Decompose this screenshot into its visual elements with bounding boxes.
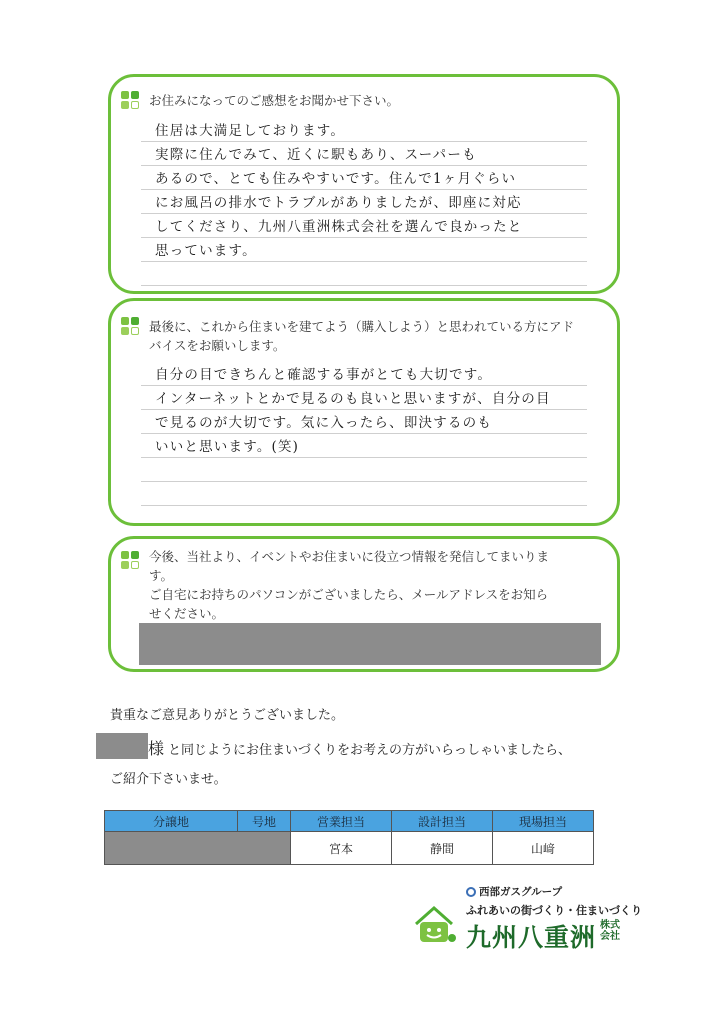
advice-answer — [155, 363, 593, 459]
answer-line: 思っています。 — [155, 243, 257, 259]
answer-line: インターネットとかで見るのも良いと思いますが、自分の目 — [155, 391, 551, 407]
clover-bullet-icon — [121, 551, 141, 571]
sales-staff: 宮本 — [291, 832, 392, 865]
answer-line: で見るのが大切です。気に入ったら、即決するのも — [155, 415, 493, 431]
header-design: 設計担当 — [392, 811, 493, 832]
staff-table — [104, 810, 594, 865]
design-staff: 静間 — [392, 832, 493, 865]
tagline: ふれあいの街づくり・住まいづくり — [466, 904, 642, 917]
impression-answer — [155, 119, 593, 263]
header-site: 現場担当 — [493, 811, 594, 832]
answer-line: 実際に住んでみて、近くに駅もあり、スーパーも — [155, 147, 477, 163]
email-redaction — [139, 623, 601, 665]
group-name: 西部ガスグループ — [466, 884, 562, 899]
company-logo — [412, 884, 642, 952]
referral-line — [96, 733, 676, 759]
email-panel — [108, 536, 620, 672]
brand-name: 九州八重洲 — [466, 923, 597, 952]
answer-line: 住居は大満足しております。 — [155, 123, 346, 139]
clover-bullet-icon — [121, 91, 141, 111]
advice-question: 最後に、これから住まいを建てよう（購入しよう）と思われている方にアド バイスをお願いします。 — [149, 319, 575, 353]
answer-line: 自分の目できちんと確認する事がとても大切です。 — [155, 367, 493, 383]
answer-line: にお風呂の排水でトラブルがありましたが、即座に対応 — [155, 195, 522, 211]
referral-text: と同じようにお住まいづくりをお考えの方がいらっしゃいましたら、 — [168, 743, 572, 758]
house-logo-icon — [412, 904, 456, 944]
answer-line: いいと思います。(笑) — [155, 439, 300, 455]
referral-request: ご紹介下さいませ。 — [110, 772, 227, 787]
site-staff: 山﨑 — [493, 832, 594, 865]
thanks-text: 貴重なご意見ありがとうございました。 — [110, 708, 345, 723]
impression-panel — [108, 74, 620, 294]
email-question: 今後、当社より、イベントやお住まいに役立つ情報を発信してまいりま す。 ご自宅にお持ちのパソコンがございましたら、メールアドレスをお知ら せください。 — [149, 549, 550, 621]
header-sales: 営業担当 — [291, 811, 392, 832]
location-redaction — [105, 832, 291, 865]
corporation-label: 株式会社 — [600, 920, 620, 942]
header-lot-number: 号地 — [238, 811, 291, 832]
clover-bullet-icon — [121, 317, 141, 337]
header-subdivision: 分譲地 — [105, 811, 238, 832]
answer-line: してくださり、九州八重洲株式会社を選んで良かったと — [155, 219, 523, 235]
answer-line: あるので、とても住みやすいです。住んで1ヶ月ぐらい — [155, 171, 517, 187]
impression-question: お住みになってのご感想をお聞かせ下さい。 — [149, 93, 400, 108]
advice-panel — [108, 298, 620, 526]
honorific: 様 — [148, 739, 165, 758]
customer-name-redaction — [96, 733, 148, 759]
